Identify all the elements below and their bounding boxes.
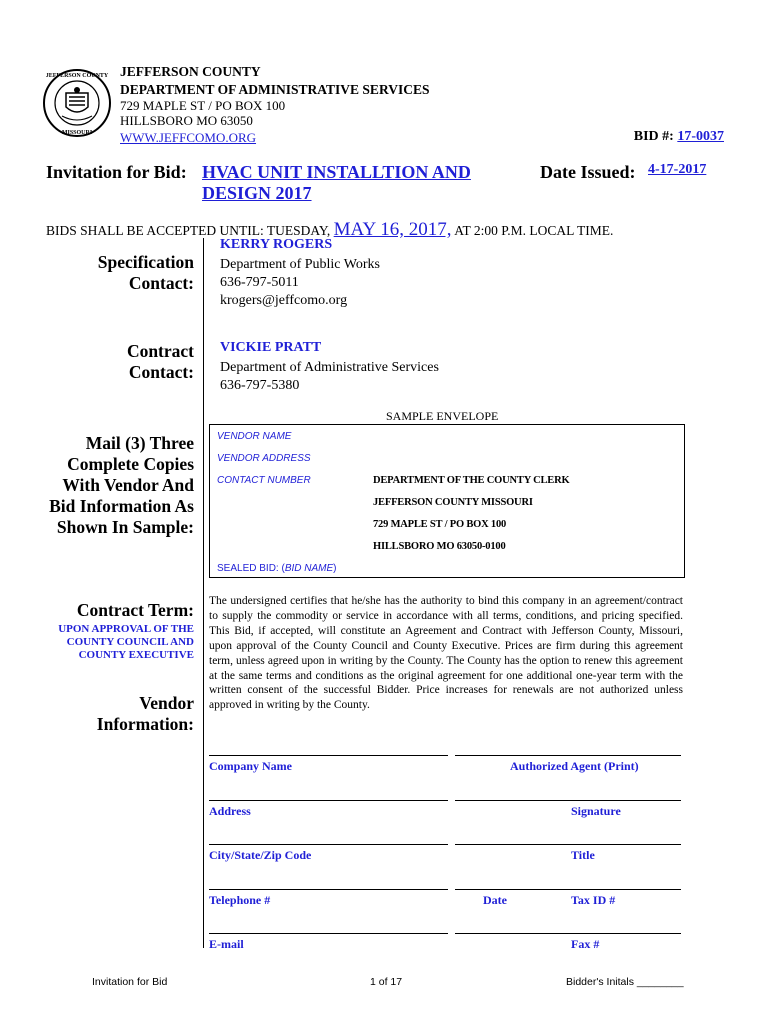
vendor-label-line-1: Vendor (139, 693, 194, 713)
contract-label-line-2: Contact: (128, 362, 194, 382)
tax-id-label: Tax ID # (571, 893, 616, 907)
website-link[interactable]: WWW.JEFFCOMO.ORG (120, 130, 257, 145)
city-state-zip-line[interactable] (209, 844, 448, 845)
mail-line-4: Bid Information As (49, 496, 194, 516)
contract-contact-label (127, 341, 194, 383)
envelope-recipient-line-3: 729 MAPLE ST / PO BOX 100 (373, 519, 507, 530)
bid-title (202, 162, 502, 204)
telephone-line[interactable] (209, 889, 448, 890)
mail-instructions (49, 433, 194, 538)
bid-number-label: BID #: (633, 129, 674, 144)
fax-label: Fax # (571, 937, 600, 951)
bid-title-line-1: HVAC UNIT INSTALLTION AND (202, 162, 471, 182)
envelope-vendor-name: VENDOR NAME (217, 431, 292, 442)
county-seal (42, 68, 112, 138)
county-name: JEFFERSON COUNTY (120, 64, 261, 79)
bid-number-value: 17-0037 (677, 129, 724, 144)
svg-text:MISSOURI: MISSOURI (61, 130, 93, 136)
date-issued-value: 4-17-2017 (648, 162, 707, 177)
department-name: DEPARTMENT OF ADMINISTRATIVE SERVICES (120, 82, 430, 97)
footer-bidder-initials (566, 976, 684, 988)
city-state-zip-label: City/State/Zip Code (209, 848, 312, 862)
mail-line-5: Shown In Sample: (56, 517, 194, 537)
sealed-bid-prefix: SEALED BID: ( (217, 563, 285, 574)
authorized-agent-label: Authorized Agent (Print) (510, 759, 639, 773)
svg-text:JEFFERSON COUNTY: JEFFERSON COUNTY (45, 73, 109, 79)
bidder-initials-blank[interactable]: ________ (636, 976, 684, 988)
date-issued-label: Date Issued: (540, 162, 636, 182)
vendor-information-label (97, 693, 194, 735)
contract-contact-department: Department of Administrative Services (220, 360, 439, 375)
spec-contact-name: KERRY ROGERS (220, 237, 333, 252)
footer-page-number: 1 of 17 (370, 976, 403, 988)
vendor-label-line-2: Information: (96, 714, 194, 734)
date-label: Date (483, 893, 507, 907)
specification-contact-label (98, 252, 194, 294)
spec-contact-email: krogers@jeffcomo.org (220, 293, 348, 308)
contract-label-line-1: Contract (126, 341, 194, 361)
envelope-recipient-line-1: DEPARTMENT OF THE COUNTY CLERK (373, 475, 570, 486)
signature-line[interactable] (455, 800, 681, 801)
address-line[interactable] (209, 800, 448, 801)
company-name-label: Company Name (209, 759, 292, 773)
mail-line-2: Complete Copies (67, 454, 194, 474)
contract-term-note-line-1: UPON APPROVAL OF THE (58, 623, 194, 635)
authorized-agent-line[interactable] (455, 755, 681, 756)
spec-label-line-1: Specification (97, 252, 194, 272)
contract-term-note (58, 623, 194, 662)
contract-contact-phone: 636-797-5380 (220, 378, 300, 393)
vertical-divider (203, 238, 204, 948)
spec-label-line-2: Contact: (128, 273, 194, 293)
envelope-vendor-address: VENDOR ADDRESS (217, 453, 311, 464)
mail-line-3: With Vendor And (62, 475, 194, 495)
envelope-recipient-line-4: HILLSBORO MO 63050-0100 (373, 541, 506, 552)
email-label: E-mail (209, 937, 244, 951)
envelope-contact-number: CONTACT NUMBER (217, 475, 311, 486)
contract-contact-name: VICKIE PRATT (220, 340, 322, 355)
deadline-prefix: BIDS SHALL BE ACCEPTED UNTIL: TUESDAY, (46, 223, 331, 238)
contract-term-label: Contract Term: (76, 600, 194, 620)
envelope-recipient-line-2: JEFFERSON COUNTY MISSOURI (373, 497, 533, 508)
title-label: Title (571, 848, 595, 862)
sample-envelope-caption: SAMPLE ENVELOPE (386, 409, 499, 423)
address-line-2: HILLSBORO MO 63050 (120, 113, 253, 128)
footer-document-name: Invitation for Bid (92, 976, 168, 988)
contract-term-note-line-2: COUNTY COUNCIL AND (66, 636, 194, 648)
spec-contact-phone: 636-797-5011 (220, 275, 299, 290)
bid-number (634, 129, 724, 145)
telephone-label: Telephone # (209, 893, 271, 907)
contract-term-note-line-3: COUNTY EXECUTIVE (78, 649, 194, 661)
sealed-bid-name: BID NAME (284, 563, 334, 574)
invitation-label: Invitation for Bid: (46, 162, 187, 182)
bidder-initials-label: Bidder's Initals (566, 976, 634, 988)
date-tax-id-line[interactable] (455, 889, 681, 890)
deadline-date: MAY 16, 2017, (333, 219, 452, 240)
mail-line-1: Mail (3) Three (85, 433, 194, 453)
terms-paragraph: The undersigned certifies that he/she has the authority to bind this company in an agreement/contract to supply the commodity or service in accordance with all terms, conditions, and pricing specified. This Bid, if accepted, will constitute an Agreement and Contract with Jefferson County, Missouri, upon approval of the County Council and County Executive. Prices are firm during this agreement term, unless agreed upon in writing by the County. The County has the option to renew this agreement at the same terms and conditions as the original agreement for one additional one-year term with the written consent of the successful Bidder. Price increases for renewals are not authorized unless approved in writing by the County. (209, 595, 683, 712)
signature-label: Signature (571, 804, 621, 818)
address-label: Address (209, 804, 251, 818)
email-line[interactable] (209, 933, 448, 934)
bid-title-line-2: DESIGN 2017 (202, 183, 312, 203)
title-line[interactable] (455, 844, 681, 845)
envelope-sealed-bid (217, 563, 337, 574)
deadline-suffix: AT 2:00 P.M. LOCAL TIME. (454, 223, 614, 238)
address-line-1: 729 MAPLE ST / PO BOX 100 (120, 98, 286, 113)
company-name-line[interactable] (209, 755, 448, 756)
sealed-bid-suffix: ) (333, 563, 337, 574)
spec-contact-department: Department of Public Works (220, 257, 380, 272)
fax-line[interactable] (455, 933, 681, 934)
